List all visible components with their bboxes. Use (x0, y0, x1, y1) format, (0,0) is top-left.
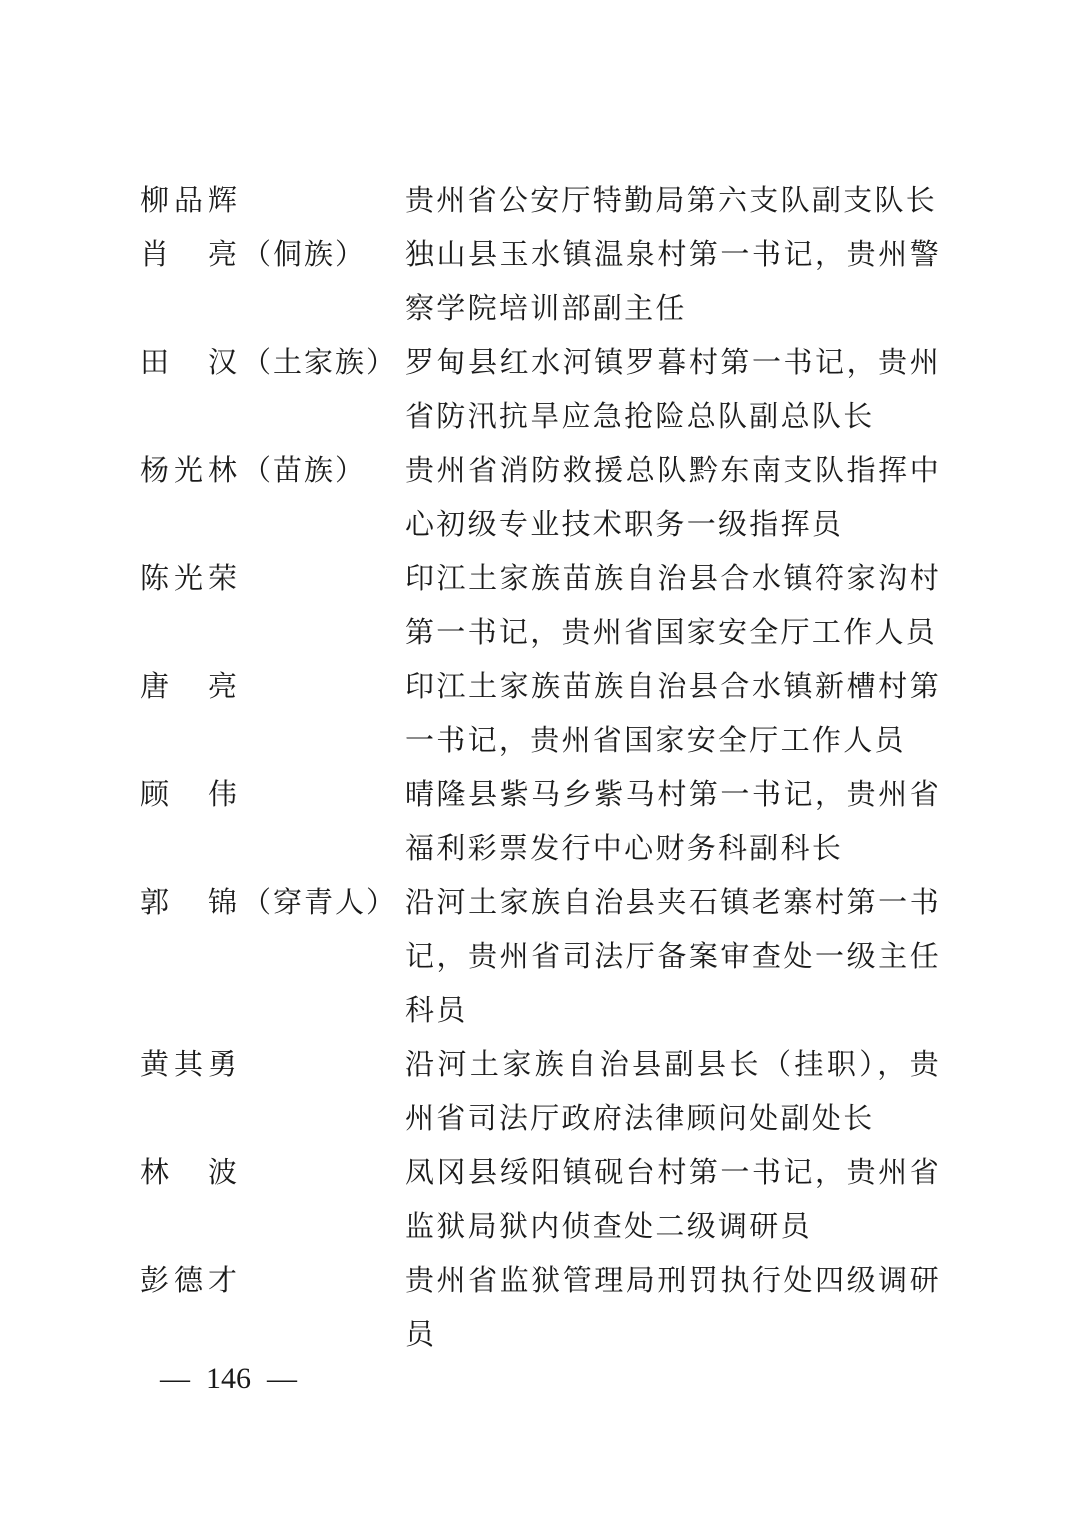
roster-entry (140, 228, 940, 336)
ethnic-group: （穿青人） (242, 887, 398, 919)
page-footer (160, 1352, 297, 1406)
entry-name-cell (140, 336, 405, 390)
roster-entry (140, 876, 940, 1038)
footer-left-dash: — (160, 1362, 190, 1395)
person-name: 田 汉 (140, 347, 243, 379)
entry-name-cell (140, 660, 405, 714)
roster-entry (140, 336, 940, 444)
entry-name-cell (140, 1254, 405, 1308)
roster-entry (140, 1254, 940, 1362)
entry-name-cell (140, 768, 405, 822)
ethnic-group: （侗族） (242, 239, 367, 271)
person-position: 沿河土家族自治县夹石镇老寨村第一书记，贵州省司法厅备案审查处一级主任科员 (405, 887, 941, 1027)
roster-entry (140, 660, 940, 768)
roster-entry (140, 552, 940, 660)
person-position: 贵州省公安厅特勤局第六支队副支队长 (405, 185, 938, 217)
roster-entry (140, 768, 940, 876)
footer-right-dash: — (267, 1362, 297, 1395)
person-name: 郭 锦 (140, 887, 243, 919)
entry-name-cell (140, 1038, 405, 1092)
page-number: 146 (206, 1362, 251, 1395)
entry-name-cell (140, 876, 405, 930)
person-name: 林 波 (140, 1157, 243, 1189)
roster-entry (140, 1038, 940, 1146)
person-position: 印江土家族苗族自治县合水镇符家沟村第一书记，贵州省国家安全厅工作人员 (405, 563, 941, 649)
person-position: 贵州省监狱管理局刑罚执行处四级调研员 (405, 1265, 941, 1351)
honor-roster-list (140, 174, 940, 1362)
person-position: 贵州省消防救援总队黔东南支队指挥中心初级专业技术职务一级指挥员 (405, 455, 941, 541)
person-name: 唐 亮 (140, 671, 243, 703)
person-name: 柳品辉 (140, 185, 243, 217)
entry-name-cell (140, 174, 405, 228)
person-position: 罗甸县红水河镇罗暮村第一书记，贵州省防汛抗旱应急抢险总队副总队长 (405, 347, 941, 433)
person-position: 晴隆县紫马乡紫马村第一书记，贵州省福利彩票发行中心财务科副科长 (405, 779, 941, 865)
person-position: 凤冈县绥阳镇砚台村第一书记，贵州省监狱局狱内侦查处二级调研员 (405, 1157, 941, 1243)
ethnic-group: （土家族） (242, 347, 398, 379)
person-name: 彭德才 (140, 1265, 243, 1297)
person-position: 印江土家族苗族自治县合水镇新槽村第一书记，贵州省国家安全厅工作人员 (405, 671, 941, 757)
person-name: 杨光林 (140, 455, 243, 487)
roster-entry (140, 444, 940, 552)
person-name: 陈光荣 (140, 563, 243, 595)
ethnic-group: （苗族） (242, 455, 367, 487)
roster-entry (140, 174, 940, 228)
person-position: 沿河土家族自治县副县长（挂职），贵州省司法厅政府法律顾问处副处长 (405, 1049, 941, 1135)
person-name: 黄其勇 (140, 1049, 243, 1081)
person-name: 肖 亮 (140, 239, 243, 271)
entry-name-cell (140, 444, 405, 498)
entry-name-cell (140, 228, 405, 282)
person-position: 独山县玉水镇温泉村第一书记，贵州警察学院培训部副主任 (405, 239, 941, 325)
entry-name-cell (140, 1146, 405, 1200)
entry-name-cell (140, 552, 405, 606)
person-name: 顾 伟 (140, 779, 243, 811)
roster-entry (140, 1146, 940, 1254)
